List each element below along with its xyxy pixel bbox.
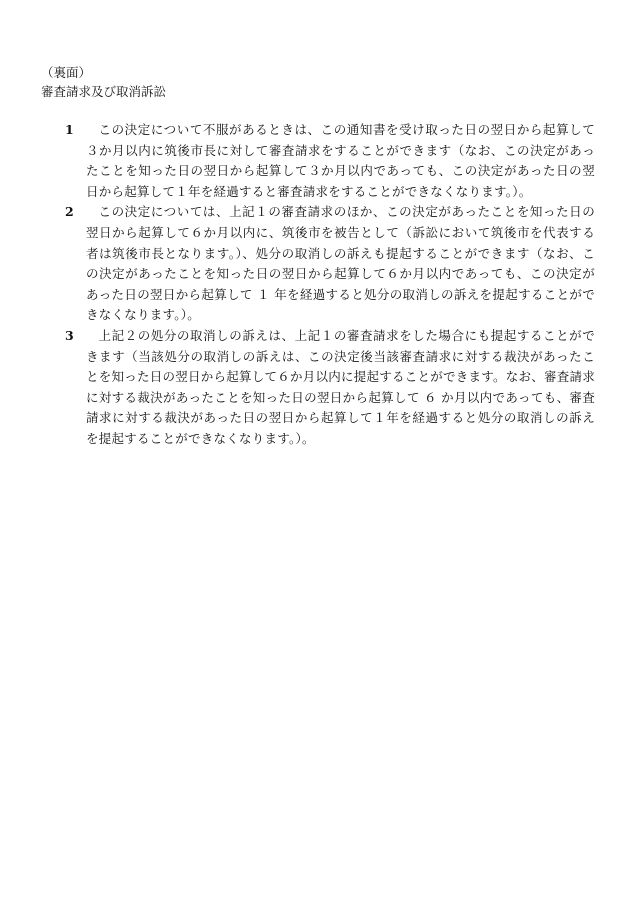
item-text: この決定については、上記１の審査請求のほか、この決定があったことを知った日の翌日から起算して６か月以内に、筑後市を被告として（訴訟において筑後市を代表する者は筑後市長となります。）、処分の取消しの訴えも提起することができます（なお、この決定があったことを知った日の翌日から起算して６か月以内であっても、この決定があった日の翌日から起算して １ 年を経過すると処分の取消しの訴えを提起することができなくなります。）。 [86, 204, 595, 323]
item-number: 3 [65, 327, 74, 343]
side-label: （裏面） [41, 65, 92, 80]
item-number: 1 [65, 122, 74, 137]
item-text: 上記２の処分の取消しの訴えは、上記１の審査請求をした場合にも提起することができます（当該処分の取消しの訴えは、この決定後当該審査請求に対する裁決があったことを知った日の翌日から起算して６か月以内に提起することができます。なお、審査請求に対する裁決があったことを知った日の翌日から起算して ６ か月以内であっても、審査請求に対する裁決があった日の翌日から起算して１年を経過すると処分の取消しの訴えを提起することができなくなります。）。 [86, 327, 596, 446]
notice-item-3 [65, 326, 595, 450]
document-title: 審査請求及び取消訴訟 [41, 84, 167, 99]
notice-list [65, 120, 595, 450]
item-text: この決定について不服があるときは、この通知書を受け取った日の翌日から起算して３か月以内に筑後市長に対して審査請求をすることができます（なお、この決定があったことを知った日の翌日から起算して３か月以内であっても、この決定があった日の翌日から起算して１年を経過すると審査請求をすることができなくなります。）。 [86, 122, 595, 199]
item-number: 2 [65, 204, 74, 220]
page-header [41, 64, 601, 100]
notice-item-1 [65, 120, 595, 202]
notice-item-2 [65, 202, 595, 326]
